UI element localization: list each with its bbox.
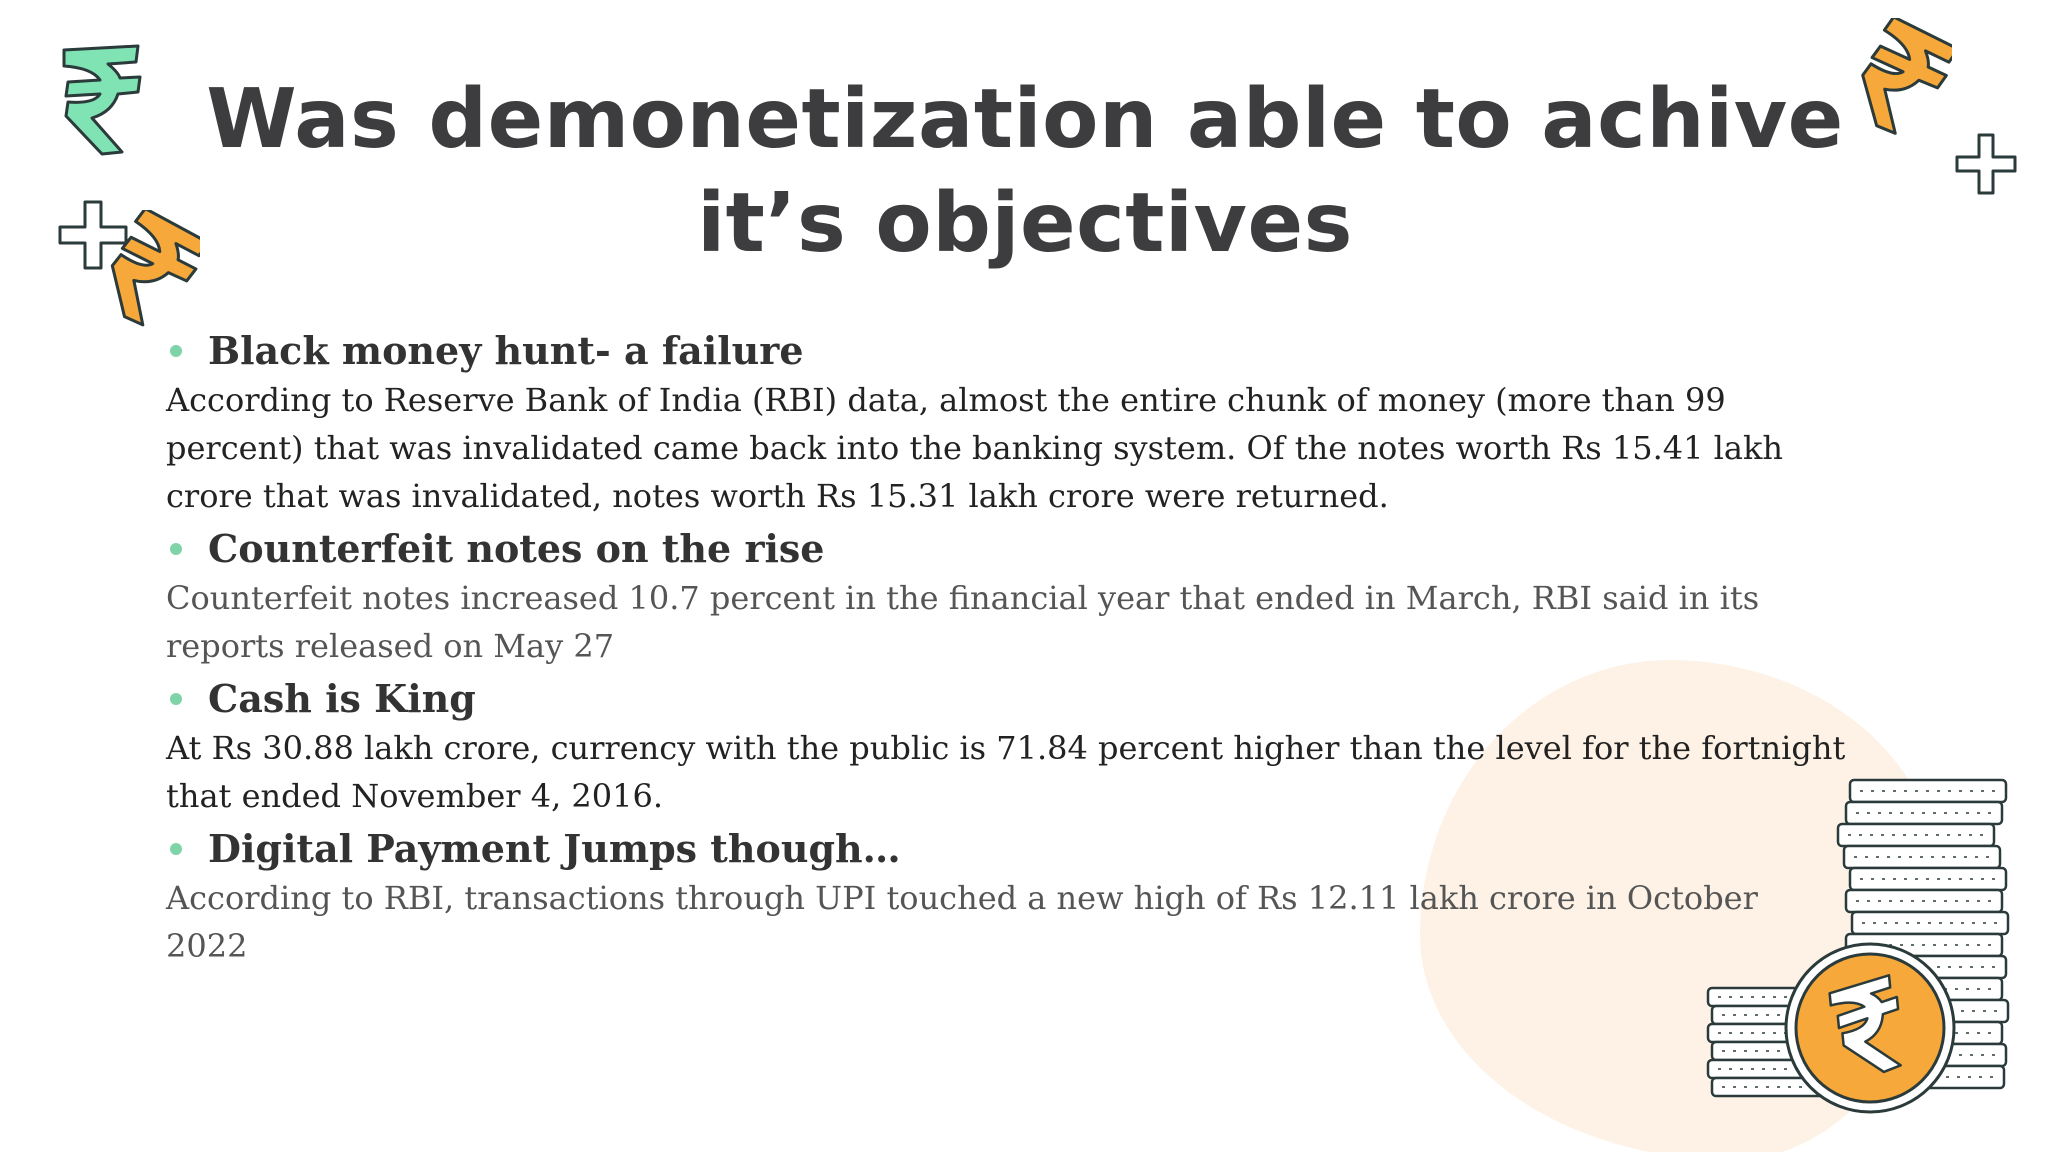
section-heading: [166, 326, 1846, 376]
content-list: [166, 326, 1846, 974]
rupee-icon-orange: [1852, 18, 1952, 138]
section-heading: [166, 824, 1846, 874]
section-body: At Rs 30.88 lakh crore, currency with the public is 71.84 percent higher than the level for the fortnight that ended November 4, 2016.: [166, 729, 1846, 815]
bullet-icon: [170, 345, 182, 357]
plus-icon: [56, 198, 130, 272]
section-heading-text: Digital Payment Jumps though…: [208, 826, 901, 871]
section-body: Counterfeit notes increased 10.7 percent in the financial year that ended in March, RBI said in its reports released on May 27: [166, 579, 1760, 665]
bullet-icon: [170, 543, 182, 555]
section-heading: [166, 674, 1846, 724]
section-body: According to RBI, transactions through UPI touched a new high of Rs 12.11 lakh crore in October 2022: [166, 879, 1758, 965]
slide-title: Was demonetization able to achive it’s objectives: [206, 72, 1844, 271]
section-heading-text: Black money hunt- a failure: [208, 328, 804, 373]
section-body: According to Reserve Bank of India (RBI) data, almost the entire chunk of money (more than 99 percent) that was invalidated came back into the banking system. Of the notes worth Rs 15.41 lakh crore that was invalidated, notes worth Rs 15.31 lakh crore were returned.: [166, 381, 1783, 515]
bullet-icon: [170, 693, 182, 705]
section-heading: [166, 524, 1846, 574]
plus-icon: [1954, 132, 2018, 196]
section-heading-text: Counterfeit notes on the rise: [208, 526, 825, 571]
rupee-icon-green: [56, 42, 146, 160]
section-heading-text: Cash is King: [208, 676, 476, 721]
bullet-icon: [170, 843, 182, 855]
